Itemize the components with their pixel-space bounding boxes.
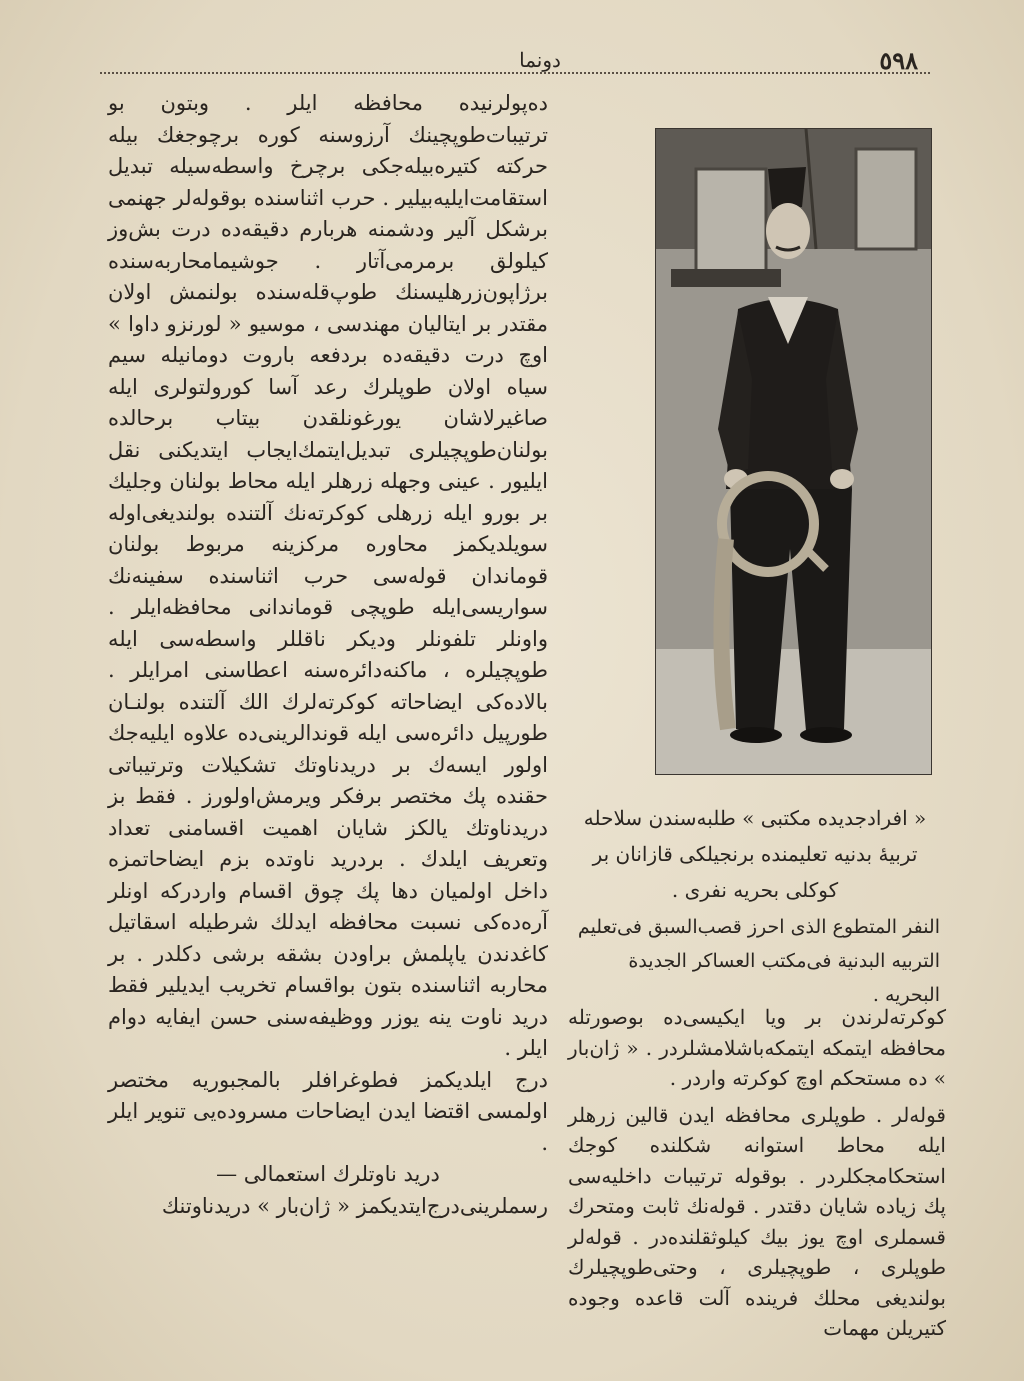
sailor-illustration [656, 129, 931, 774]
section-heading: درید ناوتلرك استعمالی — [216, 1162, 440, 1186]
left-text-column [108, 88, 548, 1358]
page-number: ٥٩٨ [879, 46, 918, 75]
body-paragraph: کوکرته‌لرندن بر ویا ایکیسی‌ده بوصورتله محافظه ایتمکه ایتمکه‌باشلامشلردر . « ژان‌بار » ده مستحکم اوچ کوکرته واردر . [568, 1005, 946, 1090]
header-rule [100, 72, 930, 74]
photo-caption-arabic: النفر المتطوع الذی احرز قصب‌السبق فی‌تعلیم التربیه البدنیة فی‌مکتب العساکر الجدیدة البحریه . [577, 916, 940, 1006]
photo-caption-ottoman: « افرادجدیده مکتبی » طلبه‌سندن سلاحله تربیهٔ بدنیه تعلیمنده برنجیلکی قازانان بر کوکلی بحریه نفری . [583, 806, 927, 902]
page-header [100, 40, 930, 80]
running-title: دونما [519, 48, 561, 72]
right-text-column [568, 1002, 946, 1372]
body-paragraph: ده‌پولرنیده محافظه ایلر . وبتون بو ترتیبات‌طوپچینك آرزوسنه کوره برچوجغك بیله حرکته کتیره‌بیله‌جکی برچرخ واسطه‌سیله تبدیل استقامت‌ایلیه‌بیلیر . حرب اثناسنده بوقوله‌لر جهنمی برشکل آلیر ودشمنه هربارم دقیقه‌ده درت بش‌وز کیلولق برمرمی‌آتار . جوشیمامحاربه‌سنده برژاپون‌زرهلیسنك طوپ‌قله‌سنده بولنمش اولان مقتدر بر ایتالیان مهندسی ، موسیو « لورنزو داوا » اوچ درت دقیقه‌ده بردفعه باروت دومانیله سیم سیاه اولان طوپلرك رعد آسا کورولتولری ایله صاغیرلاشان یورغونلقدن بیتاب برحالده بولنان‌طوپچیلری تبدیل‌ایتمك‌ایجاب ایتدیکنی نقل ایلیور . عینی وجهله زرهلر ایله محاط بولنان وجلیك بر بورو ایله زرهلی کوکرته‌نك آلتنده بولندیغی‌اوله سویلدیکمز محاوره مرکزینه مربوط بولنان قوماندان قوله‌سی حرب اثناسنده سفینه‌نك سواریسی‌ایله طوپچی قوماندانی محافظه‌ایلر . واونلر تلفونلر ودیکر ناقللر واسطه‌سی ایله طوپچیلره ، ماکنه‌دائره‌سنه اعطاسنی امرایلر . بالاده‌کی ایضاحاته کوکرته‌لرك الك آلتنده بولنـان طورپیل دائره‌سی ایله قوندالرینی‌ده علاوه ایلیه‌جك اولور ایسه‌ك بر دریدناوتك تشکیلات وترتیباتی حقنده پك مختصر برفکر ویرمش‌اولورز . فقط بز دریدناوتك یالکز شایان اهمیت اقسامنی تعداد وتعریف ایلدك . بردرید ناوتده بزم ایضاحاتمزه داخل اولمیان دها پك چوق اقسام واردرکه اونلر آره‌ده‌کی نسبت محافظه ایدلك شرطیله اسقاتیل کاغدندن یاپلمش براودن بشقه برشی دکلدر . بر محاربه اثناسنده بتون بواقسام تخریب ایدیلیر فقط درید ناوت ینه یوزر ووظیفه‌سنی حسن ایفایه دوام ایلر . [108, 91, 548, 1060]
body-paragraph: درج ایلدیکمز فطوغرافلر بالمجبوریه مختصر اولمسی اقتضا ایدن ایضاحات مسروده‌یی تنویر ایلر . [108, 1067, 548, 1155]
body-paragraph: رسملرینی‌درج‌ایتدیکمز « ژان‌بار » دریدناوتنك [161, 1193, 548, 1218]
body-paragraph: قوله‌لر . طوپلری محافظه ایدن قالین زرهلر ایله محاط استوانه شکلنده کوجك استحکامجکلردر . بوقوله ترتیبات داخلیه‌سی پك زیاده شایان دقتدر . قوله‌نك ثابت ومتحرك قسملری اوچ یوز بیك کیلوثقلنده‌در . قوله‌لر طوپلری ، طوپچیلری ، وحتی‌طوپچیلرك بولندیغی محلك فرینده آلت قاعده وجوده کتیریلن مهمات [568, 1102, 946, 1340]
sailor-photo [655, 128, 932, 775]
